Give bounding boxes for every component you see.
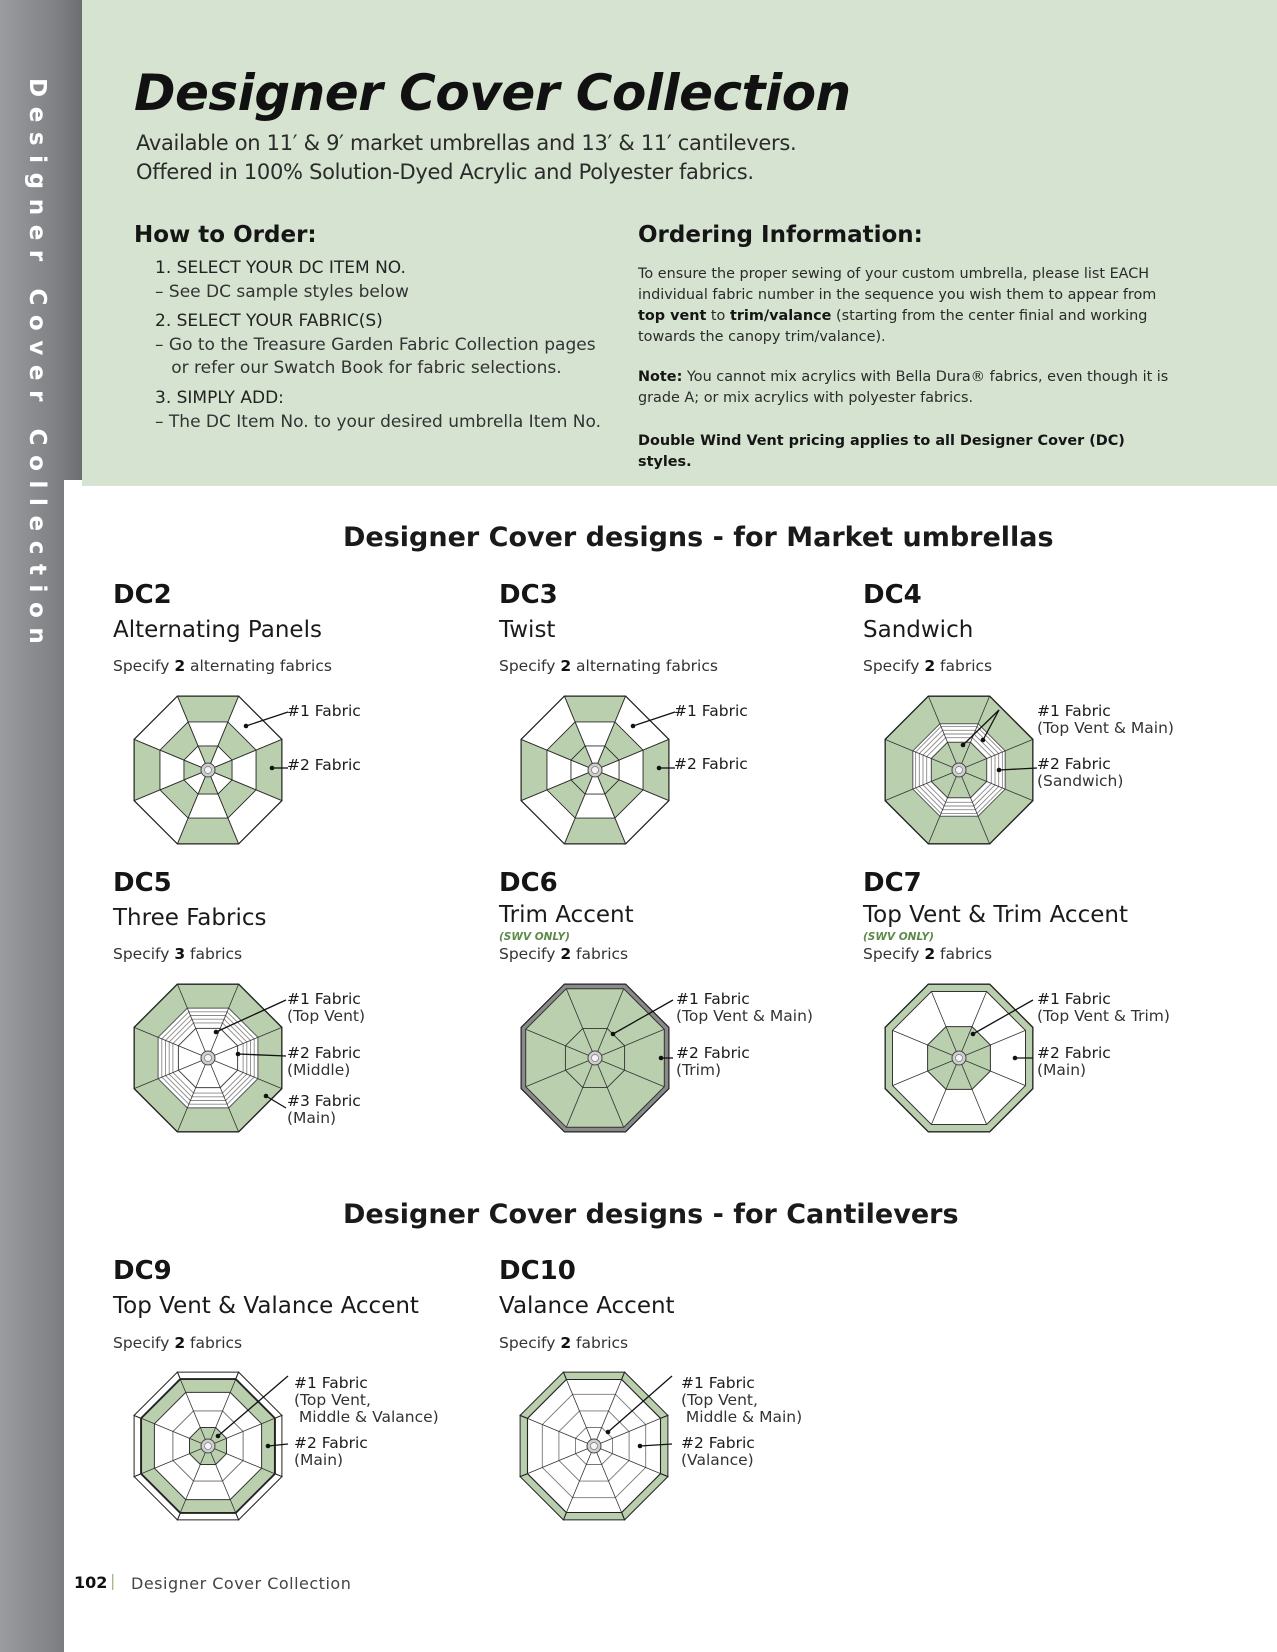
ordering-info-pricing: Double Wind Vent pricing applies to all Designer Cover (DC) styles. <box>638 433 1125 470</box>
leader-dot <box>631 724 636 729</box>
fabric-label: #2 Fabric <box>287 1044 361 1062</box>
step-2-detail-1: – Go to the Treasure Garden Fabric Collection pages <box>155 335 596 355</box>
step-2-detail-2: or refer our Swatch Book for fabric selections. <box>155 358 562 378</box>
subtitle-line-1: Available on 11′ & 9′ market umbrellas and 13′ & 11′ cantilevers. <box>136 131 797 155</box>
finial-top <box>956 767 963 774</box>
umbrella-diagram-dc2 <box>128 690 288 850</box>
design-spec: Specify 2 fabrics <box>499 1334 629 1352</box>
step-3-detail: – The DC Item No. to your desired umbrella Item No. <box>155 412 602 432</box>
leader-dot <box>266 1444 271 1449</box>
fabric-label: #1 Fabric <box>674 702 748 720</box>
leader-dot <box>236 1052 241 1057</box>
design-name: Alternating Panels <box>113 617 322 643</box>
finial-top <box>592 1055 599 1062</box>
leader-dot <box>270 766 275 771</box>
finial-top <box>205 1055 212 1062</box>
fabric-label-detail: (Middle) <box>287 1061 351 1079</box>
design-spec: Specify 2 alternating fabrics <box>113 657 332 675</box>
leader-dot <box>611 1032 616 1037</box>
design-spec: Specify 3 fabrics <box>113 945 243 963</box>
leader-dot <box>971 1032 976 1037</box>
leader-dot <box>214 1030 219 1035</box>
finial-top <box>591 1443 598 1450</box>
fabric-label-detail: (Top Vent & Main) <box>676 1007 813 1025</box>
umbrella-diagram-dc7 <box>879 978 1039 1138</box>
fabric-label-detail: (Trim) <box>676 1061 722 1079</box>
fabric-label-detail: (Top Vent, Middle & Valance) <box>294 1391 439 1426</box>
leader-dot <box>606 1430 611 1435</box>
ordering-info-paragraph: To ensure the proper sewing of your custom umbrella, please list EACH individual fabric number in the sequence you wish them to appear from top vent to trim/valance (starting from the center finial and working towards the canopy trim/valance). <box>638 266 1157 345</box>
design-code: DC7 <box>863 868 922 898</box>
fabric-label: #1 Fabric <box>1037 702 1111 720</box>
subtitle-line-2: Offered in 100% Solution-Dyed Acrylic and Polyester fabrics. <box>136 160 754 184</box>
fabric-label: #2 Fabric <box>1037 755 1111 773</box>
footer-label: Designer Cover Collection <box>131 1574 352 1593</box>
design-spec: Specify 2 fabrics <box>113 1334 243 1352</box>
design-spec: Specify 2 fabrics <box>863 657 993 675</box>
design-name: Twist <box>499 617 556 643</box>
leader-dot <box>1013 1056 1018 1061</box>
fabric-label: #1 Fabric <box>287 990 361 1008</box>
leader-dot <box>638 1444 643 1449</box>
step-2-title: 2. SELECT YOUR FABRIC(S) <box>155 311 383 331</box>
finial-top <box>956 1055 963 1062</box>
valance-flap <box>563 1513 624 1520</box>
design-code: DC10 <box>499 1256 576 1286</box>
fabric-label-detail: (Sandwich) <box>1037 772 1124 790</box>
step-1-detail: – See DC sample styles below <box>155 282 409 302</box>
umbrella-diagram-dc5 <box>128 978 288 1138</box>
umbrella-diagram-dc10 <box>514 1366 674 1526</box>
valance-flap <box>661 1415 668 1476</box>
fabric-label: #1 Fabric <box>287 702 361 720</box>
fabric-label: #1 Fabric <box>294 1374 368 1392</box>
valance-flap <box>177 1372 238 1379</box>
ordering-info-heading: Ordering Information: <box>638 222 923 248</box>
sidebar-title: Designer Cover Collection <box>24 78 50 654</box>
section-heading-market: Designer Cover designs - for Market umbrellas <box>343 522 1054 553</box>
finial-top <box>205 767 212 774</box>
leader-dot <box>997 768 1002 773</box>
step-3-title: 3. SIMPLY ADD: <box>155 388 284 408</box>
fabric-label: #2 Fabric <box>1037 1044 1111 1062</box>
ordering-info-note: Note: You cannot mix acrylics with Bella Dura® fabrics, even though it is grade A; or mix acrylics with polyester fabrics. <box>638 369 1169 406</box>
design-name: Three Fabrics <box>113 905 267 931</box>
fabric-label: #1 Fabric <box>1037 990 1111 1008</box>
sidebar-cutaway <box>64 480 84 1652</box>
fabric-label-detail: (Top Vent & Main) <box>1037 719 1174 737</box>
swv-only-note: (SWV ONLY) <box>499 931 570 943</box>
design-code: DC2 <box>113 580 172 610</box>
fabric-label: #1 Fabric <box>676 990 750 1008</box>
leader-dot <box>961 743 966 748</box>
valance-flap <box>275 1415 282 1476</box>
fabric-label-detail: (Top Vent) <box>287 1007 366 1025</box>
swv-only-note: (SWV ONLY) <box>863 931 934 943</box>
fabric-label: #2 Fabric <box>287 756 361 774</box>
fabric-label: #2 Fabric <box>676 1044 750 1062</box>
leader-dot <box>264 1094 269 1099</box>
design-name: Trim Accent <box>499 902 634 928</box>
page-number: 102 <box>74 1573 108 1592</box>
design-code: DC3 <box>499 580 558 610</box>
umbrella-diagram-dc9 <box>128 1366 288 1526</box>
fabric-label: #3 Fabric <box>287 1092 361 1110</box>
design-spec: Specify 2 alternating fabrics <box>499 657 718 675</box>
page-title: Designer Cover Collection <box>134 64 851 122</box>
finial-top <box>592 767 599 774</box>
umbrella-diagram-dc4 <box>879 690 1039 850</box>
design-name: Top Vent & Valance Accent <box>113 1293 419 1319</box>
footer-separator: | <box>110 1571 116 1590</box>
valance-flap <box>177 1513 238 1520</box>
design-name: Valance Accent <box>499 1293 675 1319</box>
umbrella-diagram-dc3 <box>515 690 675 850</box>
step-1-title: 1. SELECT YOUR DC ITEM NO. <box>155 258 406 278</box>
fabric-label: #2 Fabric <box>674 755 748 773</box>
fabric-label: #2 Fabric <box>294 1434 368 1452</box>
design-name: Top Vent & Trim Accent <box>863 902 1128 928</box>
fabric-label-detail: (Main) <box>287 1109 337 1127</box>
design-spec: Specify 2 fabrics <box>863 945 993 963</box>
leader-dot <box>981 738 986 743</box>
leader-dot <box>659 1056 664 1061</box>
fabric-label-detail: (Top Vent, Middle & Main) <box>681 1391 803 1426</box>
design-code: DC6 <box>499 868 558 898</box>
design-name: Sandwich <box>863 617 974 643</box>
section-heading-cantilever: Designer Cover designs - for Cantilevers <box>343 1199 959 1230</box>
fabric-label: #1 Fabric <box>681 1374 755 1392</box>
design-code: DC5 <box>113 868 172 898</box>
fabric-label-detail: (Main) <box>1037 1061 1087 1079</box>
how-to-order-heading: How to Order: <box>134 222 317 248</box>
fabric-label-detail: (Main) <box>294 1451 344 1469</box>
fabric-label-detail: (Valance) <box>681 1451 754 1469</box>
design-code: DC9 <box>113 1256 172 1286</box>
leader-dot <box>244 724 249 729</box>
leader-dot <box>216 1434 221 1439</box>
fabric-label: #2 Fabric <box>681 1434 755 1452</box>
finial-top <box>205 1443 212 1450</box>
umbrella-diagram-dc6 <box>515 978 675 1138</box>
leader-dot <box>657 766 662 771</box>
valance-flap <box>563 1372 624 1379</box>
valance-flap <box>134 1415 141 1476</box>
valance-flap <box>520 1415 527 1476</box>
fabric-label-detail: (Top Vent & Trim) <box>1037 1007 1170 1025</box>
design-spec: Specify 2 fabrics <box>499 945 629 963</box>
design-code: DC4 <box>863 580 922 610</box>
